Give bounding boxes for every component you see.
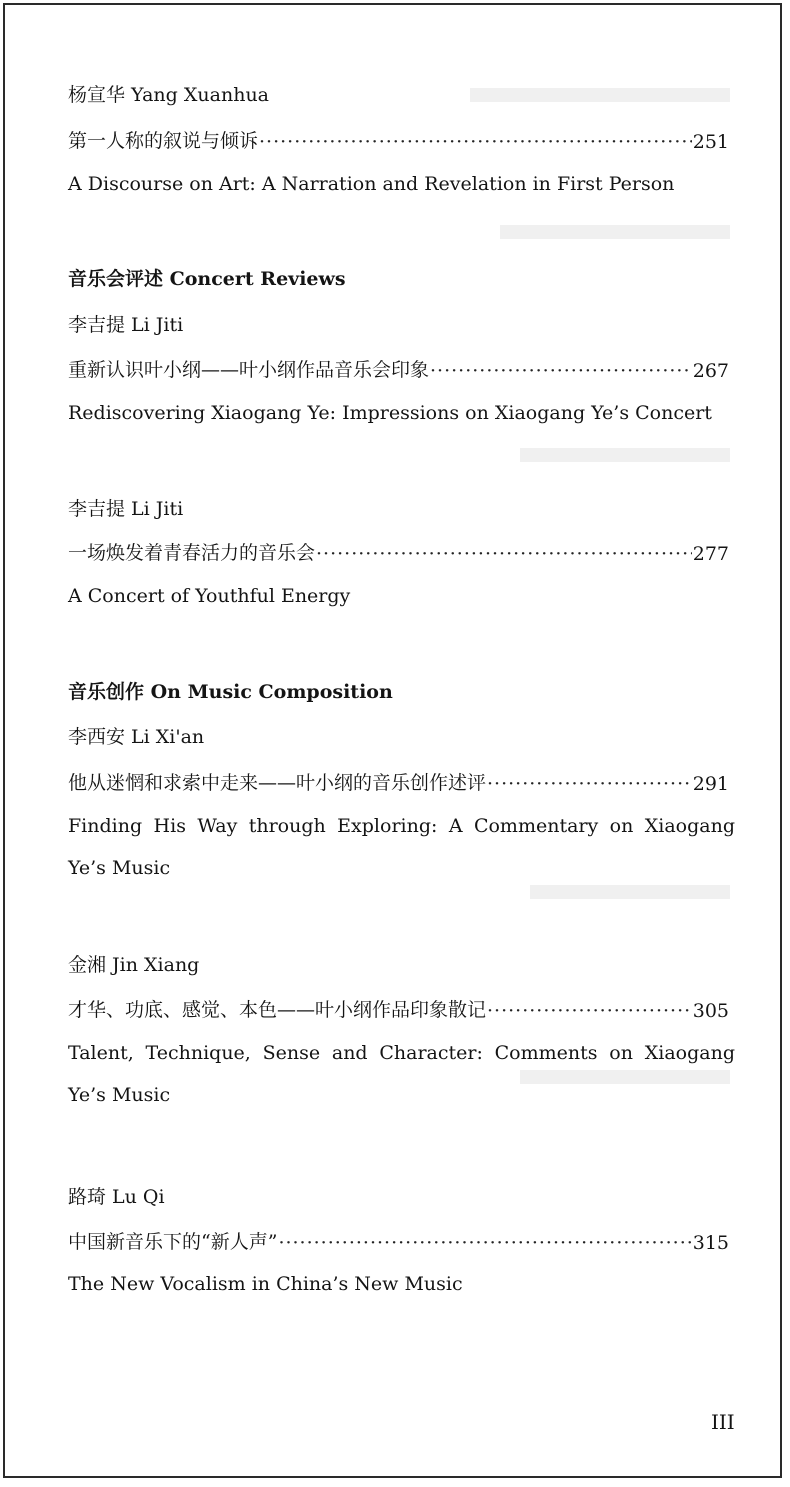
- author-name: 杨宣华 Yang Xuanhua: [68, 84, 270, 106]
- folio-page-number: III: [711, 1410, 735, 1434]
- bleed-through-shadow: [470, 88, 730, 102]
- section-heading: 音乐会评述 Concert Reviews: [68, 268, 346, 290]
- bleed-through-shadow: [500, 225, 730, 239]
- section-heading: 音乐创作 On Music Composition: [68, 681, 393, 703]
- toc-entry[interactable]: [68, 355, 729, 382]
- chinese-title: 他从迷惘和求索中走来——叶小纲的音乐创作述评: [68, 772, 487, 794]
- author-name: 金湘 Jin Xiang: [68, 954, 200, 976]
- english-title: Finding His Way through Exploring: A Commentary on Xiaogang Ye’s Music: [68, 815, 735, 879]
- chinese-title: 重新认识叶小纲——叶小纲作品音乐会印象: [68, 359, 430, 381]
- chinese-title: 才华、功底、感觉、本色——叶小纲作品印象散记: [68, 999, 487, 1021]
- bleed-through-shadow: [520, 448, 730, 462]
- english-title: A Concert of Youthful Energy: [68, 585, 351, 607]
- english-title: Talent, Technique, Sense and Character: Comments on Xiaogang Ye’s Music: [68, 1042, 735, 1106]
- page-number: 315: [692, 1232, 729, 1254]
- author-name: 李西安 Li Xi'an: [68, 726, 205, 748]
- page-number: 305: [692, 1000, 729, 1022]
- dot-leader: [316, 543, 692, 565]
- author-name: 李吉提 Li Jiti: [68, 498, 184, 520]
- toc-entry[interactable]: [68, 538, 729, 565]
- toc-entry[interactable]: [68, 768, 729, 795]
- english-title: The New Vocalism in China’s New Music: [68, 1273, 463, 1295]
- dot-leader: [430, 360, 692, 382]
- english-title: Rediscovering Xiaogang Ye: Impressions on Xiaogang Ye’s Concert: [68, 402, 712, 424]
- dot-leader: [259, 131, 692, 153]
- english-title: A Discourse on Art: A Narration and Revelation in First Person: [68, 173, 675, 195]
- page-number: 267: [692, 360, 729, 382]
- author-name: 李吉提 Li Jiti: [68, 314, 184, 336]
- chinese-title: 一场焕发着青春活力的音乐会: [68, 542, 316, 564]
- toc-entry[interactable]: [68, 995, 729, 1022]
- page-number: 251: [692, 131, 729, 153]
- page-number: 277: [692, 543, 729, 565]
- page-number: 291: [692, 773, 729, 795]
- toc-entry[interactable]: [68, 126, 729, 153]
- chinese-title: 中国新音乐下的“新人声”: [68, 1231, 278, 1253]
- dot-leader: [487, 773, 692, 795]
- author-name: 路琦 Lu Qi: [68, 1186, 165, 1208]
- chinese-title: 第一人称的叙说与倾诉: [68, 130, 259, 152]
- toc-entry[interactable]: [68, 1227, 729, 1254]
- dot-leader: [487, 1000, 692, 1022]
- dot-leader: [278, 1232, 691, 1254]
